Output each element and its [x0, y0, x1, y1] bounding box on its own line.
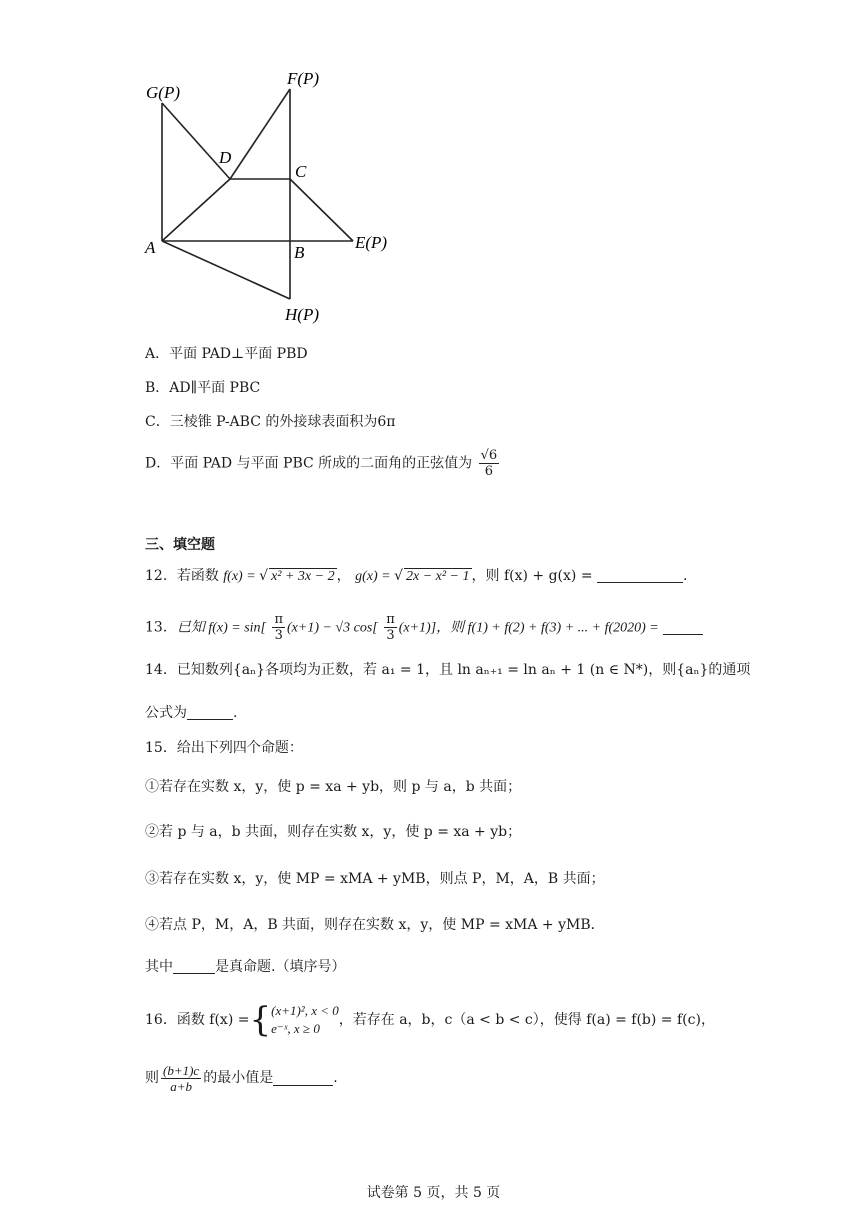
q14-end: .: [233, 705, 238, 721]
q15-answer-blank[interactable]: [173, 959, 215, 974]
q12-g-radicand: 2x − x² − 1: [405, 569, 470, 584]
q15-tail: [145, 957, 345, 977]
label-B: B: [294, 243, 305, 262]
label-G: G(P): [146, 83, 180, 102]
q12-g: g(x) =: [355, 569, 395, 584]
label-E: E(P): [355, 233, 388, 252]
question-13: [145, 612, 703, 643]
q16-frac-num: (b+1)c: [163, 1062, 200, 1078]
q12-f-radicand: x² + 3x − 2: [271, 569, 335, 584]
q16-answer-blank[interactable]: [273, 1071, 333, 1086]
q12-text-1: 若函数: [176, 568, 219, 584]
q12-text-3: ，则 f(x) + g(x) =: [471, 568, 593, 584]
q16-text-1: 函数 f(x) =: [176, 1012, 250, 1028]
question-15: [145, 738, 303, 758]
label-C: C: [295, 162, 307, 181]
option-c: C．三棱锥 P-ABC 的外接球表面积为6π: [145, 414, 396, 430]
q16-case-1: (x+1)², x < 0: [271, 1003, 339, 1018]
q16-frac-den: a+b: [170, 1078, 192, 1094]
option-d-text: D．平面 PAD 与平面 PBC 所成的二面角的正弦值为: [145, 455, 473, 472]
q16-number: 16．: [145, 1012, 177, 1028]
q13-pi-2: π: [386, 612, 395, 627]
q14-line-1: 已知数列{aₙ}各项均为正数，若 a₁ = 1，且 ln aₙ₊₁ = ln aₙ + 1 (n ∈ N*)，则{aₙ}的通项: [176, 662, 751, 678]
q12-text-2: ，: [336, 568, 351, 584]
question-12: 12．若函数 f(x) = √ x² + 3x − 2 ， g(x) = √ 2x − x² − 1 ，则 f(x) + g(x) = .: [145, 568, 688, 584]
q15-proposition-1: ①若存在实数 x，y，使 p = xa + yb，则 p 与 a，b 共面；: [145, 779, 522, 795]
option-d-fraction: [479, 448, 500, 479]
segment-A-D: [162, 179, 230, 241]
q15-number: 15．: [145, 740, 177, 756]
question-16: [145, 998, 715, 1042]
option-d: [145, 448, 501, 479]
q14-answer-blank[interactable]: [187, 705, 233, 720]
q13-three-1: 3: [274, 628, 283, 643]
segment-A-H: [162, 241, 290, 299]
segment-G-D: [162, 103, 230, 179]
q12-answer-blank[interactable]: [597, 568, 683, 583]
q13-text-3: (x+1)]，则 f(1) + f(2) + f(3) + ... + f(2020) =: [398, 620, 659, 636]
q13-text-1: 已知 f(x) = sin[: [176, 620, 266, 636]
q12-f: f(x) =: [223, 569, 260, 584]
page-footer: 试卷第 5 页，共 5 页: [366, 1185, 501, 1201]
q16-end: .: [333, 1070, 338, 1086]
option-d-den: 6: [484, 464, 494, 479]
q14-number: 14．: [145, 662, 177, 678]
q16-text-4: 的最小值是: [203, 1070, 274, 1086]
q12-end: .: [683, 568, 688, 584]
q13-three-2: 3: [386, 628, 395, 643]
label-D: D: [219, 148, 232, 167]
option-d-num: √6: [480, 448, 498, 463]
label-A: A: [145, 238, 156, 257]
q15-proposition-2: ②若 p 与 a，b 共面，则存在实数 x，y，使 p = xa + yb；: [145, 824, 522, 840]
q15-proposition-3: ③若存在实数 x，y，使 MP = xMA + yMB，则点 P，M，A，B 共面；: [145, 871, 605, 887]
q16-case-2: e⁻ˣ, x ≥ 0: [271, 1021, 320, 1036]
label-H: H(P): [285, 305, 319, 324]
q12-number: 12．: [145, 568, 177, 584]
q13-answer-blank[interactable]: [663, 620, 703, 635]
q16-brace: {: [249, 1000, 272, 1040]
q16-text-3: 则: [145, 1070, 159, 1086]
q15-intro: 给出下列四个命题：: [176, 740, 303, 756]
q15-proposition-4: ④若点 P，M，A，B 共面，则存在实数 x，y，使 MP = xMA + yMB．: [145, 917, 605, 933]
section-title: 三、填空题: [145, 537, 215, 553]
question-16-line-2: [145, 1058, 338, 1098]
q13-pi-1: π: [274, 612, 283, 627]
q14-line-2-text: 公式为: [145, 705, 187, 721]
segment-D-F: [230, 89, 290, 179]
segment-C-E: [290, 179, 353, 241]
q13-number: 13．: [145, 619, 177, 636]
question-14: [145, 660, 750, 680]
question-14-line-2: [145, 703, 237, 723]
q16-text-2: ，若存在 a，b，c（a < b < c），使得 f(a) = f(b) = f(c)，: [338, 1012, 715, 1028]
q13-text-2: (x+1) − √3 cos[: [287, 620, 378, 636]
label-F: F(P): [287, 69, 320, 88]
q15-tail-a: 其中: [145, 959, 173, 975]
q15-tail-b: 是真命题.（填序号）: [215, 959, 346, 975]
option-a: A．平面 PAD⊥平面 PBD: [145, 346, 308, 362]
option-b: B．AD∥平面 PBC: [145, 380, 261, 396]
geometry-figure: [0, 0, 867, 340]
